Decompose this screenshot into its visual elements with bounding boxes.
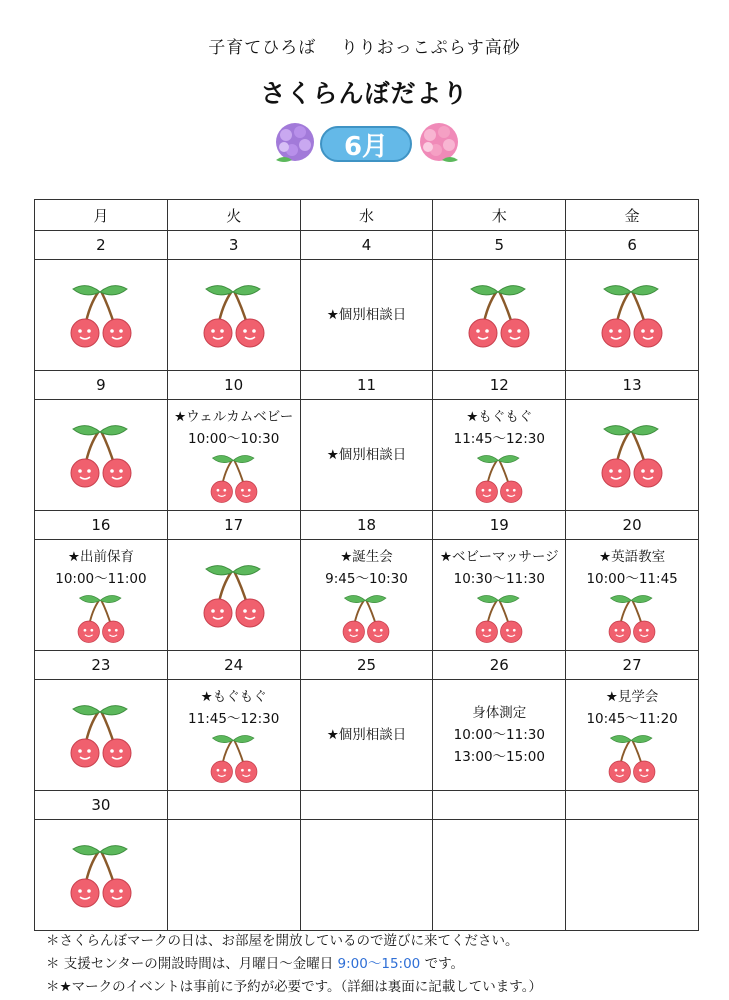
date-row bbox=[35, 231, 699, 260]
day-cell-fri bbox=[566, 680, 699, 791]
day-cell-wed bbox=[300, 680, 433, 791]
cherry-icon bbox=[198, 281, 270, 349]
event-text bbox=[433, 406, 565, 450]
event-row bbox=[35, 540, 699, 651]
cherry-icon bbox=[65, 841, 137, 909]
event-row bbox=[35, 680, 699, 791]
date-mon: 2 bbox=[35, 231, 168, 260]
event-line: ★ウェルカムベビー bbox=[174, 409, 294, 425]
event-text bbox=[566, 546, 698, 590]
event-text bbox=[301, 260, 433, 370]
event-row bbox=[35, 260, 699, 371]
event-line: ★出前保育 bbox=[67, 549, 134, 565]
hydrangea-pink-icon bbox=[416, 120, 462, 166]
event-line: 10:45～11:20 bbox=[586, 711, 678, 727]
event-line: 9:45～10:30 bbox=[325, 571, 408, 587]
footer-notes bbox=[46, 930, 542, 999]
weekday-fri: 金 bbox=[566, 200, 699, 231]
event-row bbox=[35, 820, 699, 931]
date-mon: 16 bbox=[35, 511, 168, 540]
date-wed: 4 bbox=[300, 231, 433, 260]
note-line-2 bbox=[46, 953, 542, 976]
date-mon: 9 bbox=[35, 371, 168, 400]
event-line: ★個別相談日 bbox=[326, 447, 407, 463]
event-line: 11:45～12:30 bbox=[188, 711, 280, 727]
event-line: ★ベビーマッサージ bbox=[439, 549, 559, 565]
day-cell-tue bbox=[167, 400, 300, 511]
event-line: 11:45～12:30 bbox=[453, 431, 545, 447]
day-cell-mon bbox=[35, 820, 168, 931]
event-line: 13:00～15:00 bbox=[453, 749, 545, 765]
cherry-icon bbox=[596, 281, 668, 349]
date-thu bbox=[433, 791, 566, 820]
day-cell-thu bbox=[433, 820, 566, 931]
event-text bbox=[433, 546, 565, 590]
date-wed: 25 bbox=[300, 651, 433, 680]
event-line: 10:00～11:00 bbox=[55, 571, 147, 587]
date-wed bbox=[300, 791, 433, 820]
cherry-icon bbox=[65, 421, 137, 489]
date-fri: 6 bbox=[566, 231, 699, 260]
event-text bbox=[168, 686, 300, 730]
weekday-header-row bbox=[35, 200, 699, 231]
event-line: 10:30～11:30 bbox=[453, 571, 545, 587]
event-line: ★もぐもぐ bbox=[200, 689, 267, 705]
day-cell-wed bbox=[300, 540, 433, 651]
cherry-icon bbox=[71, 592, 131, 644]
date-fri: 27 bbox=[566, 651, 699, 680]
day-cell-mon bbox=[35, 680, 168, 791]
cherry-icon bbox=[463, 281, 535, 349]
date-tue: 24 bbox=[167, 651, 300, 680]
cherry-icon bbox=[65, 281, 137, 349]
day-cell-tue bbox=[167, 260, 300, 371]
newsletter-title: さくらんぼだより bbox=[260, 79, 469, 108]
opening-hours: 9:00～15:00 bbox=[337, 956, 421, 972]
day-cell-mon bbox=[35, 400, 168, 511]
date-thu: 12 bbox=[433, 371, 566, 400]
event-line: ★もぐもぐ bbox=[466, 409, 533, 425]
event-text bbox=[35, 546, 167, 590]
day-cell-wed bbox=[300, 260, 433, 371]
event-line: ★英語教室 bbox=[599, 549, 666, 565]
day-cell-wed bbox=[300, 820, 433, 931]
date-row bbox=[35, 371, 699, 400]
cherry-icon bbox=[602, 732, 662, 784]
note-line-1: ＊さくらんぼマークの日は、お部屋を開放しているので遊びに来てください。 bbox=[46, 933, 519, 949]
event-row bbox=[35, 400, 699, 511]
event-line: 10:00～10:30 bbox=[188, 431, 280, 447]
date-wed: 18 bbox=[300, 511, 433, 540]
date-fri: 13 bbox=[566, 371, 699, 400]
date-tue: 3 bbox=[167, 231, 300, 260]
cherry-icon bbox=[469, 452, 529, 504]
date-mon: 30 bbox=[35, 791, 168, 820]
calendar-body bbox=[35, 231, 699, 931]
weekday-mon: 月 bbox=[35, 200, 168, 231]
event-line: ★個別相談日 bbox=[326, 307, 407, 323]
day-cell-fri bbox=[566, 260, 699, 371]
event-line: 10:00～11:45 bbox=[586, 571, 678, 587]
event-line: ★見学会 bbox=[605, 689, 659, 705]
event-text bbox=[433, 680, 565, 790]
date-mon: 23 bbox=[35, 651, 168, 680]
event-text bbox=[301, 680, 433, 790]
note-line-3: ＊★マークのイベントは事前に予約が必要です。（詳細は裏面に記載しています。） bbox=[46, 979, 542, 995]
event-text bbox=[301, 546, 433, 590]
event-line: 身体測定 bbox=[472, 705, 527, 721]
day-cell-fri bbox=[566, 540, 699, 651]
day-cell-thu bbox=[433, 260, 566, 371]
event-line: ★個別相談日 bbox=[326, 727, 407, 743]
day-cell-fri bbox=[566, 400, 699, 511]
event-line: ★誕生会 bbox=[340, 549, 393, 565]
event-text bbox=[566, 686, 698, 730]
day-cell-thu bbox=[433, 680, 566, 791]
hydrangea-purple-icon bbox=[272, 120, 318, 166]
weekday-tue: 火 bbox=[167, 200, 300, 231]
event-line: 10:00～11:30 bbox=[453, 727, 545, 743]
date-row bbox=[35, 511, 699, 540]
cherry-icon bbox=[65, 701, 137, 769]
day-cell-mon bbox=[35, 260, 168, 371]
date-thu: 26 bbox=[433, 651, 566, 680]
date-tue: 17 bbox=[167, 511, 300, 540]
cherry-icon bbox=[596, 421, 668, 489]
cherry-icon bbox=[469, 592, 529, 644]
cherry-icon bbox=[204, 732, 264, 784]
weekday-wed: 水 bbox=[300, 200, 433, 231]
date-thu: 19 bbox=[433, 511, 566, 540]
note-line-2-pre: ＊ 支援センターの開設時間は、月曜日～金曜日 bbox=[46, 956, 338, 972]
month-label: 6月 bbox=[320, 126, 412, 162]
event-text bbox=[168, 406, 300, 450]
organization-name: 子育てひろば りりおっこぷらす高砂 bbox=[208, 38, 521, 58]
month-badge bbox=[272, 120, 462, 168]
day-cell-tue bbox=[167, 680, 300, 791]
day-cell-mon bbox=[35, 540, 168, 651]
day-cell-fri bbox=[566, 820, 699, 931]
weekday-thu: 木 bbox=[433, 200, 566, 231]
date-fri bbox=[566, 791, 699, 820]
cherry-icon bbox=[602, 592, 662, 644]
day-cell-tue bbox=[167, 540, 300, 651]
event-text bbox=[301, 400, 433, 510]
day-cell-thu bbox=[433, 400, 566, 511]
cherry-icon bbox=[204, 452, 264, 504]
day-cell-tue bbox=[167, 820, 300, 931]
date-row bbox=[35, 791, 699, 820]
date-fri: 20 bbox=[566, 511, 699, 540]
date-wed: 11 bbox=[300, 371, 433, 400]
cherry-icon bbox=[198, 561, 270, 629]
day-cell-thu bbox=[433, 540, 566, 651]
date-row bbox=[35, 651, 699, 680]
calendar-table bbox=[34, 199, 699, 931]
date-tue: 10 bbox=[167, 371, 300, 400]
date-tue bbox=[167, 791, 300, 820]
date-thu: 5 bbox=[433, 231, 566, 260]
day-cell-wed bbox=[300, 400, 433, 511]
note-line-2-post: です。 bbox=[420, 956, 464, 972]
cherry-icon bbox=[336, 592, 396, 644]
